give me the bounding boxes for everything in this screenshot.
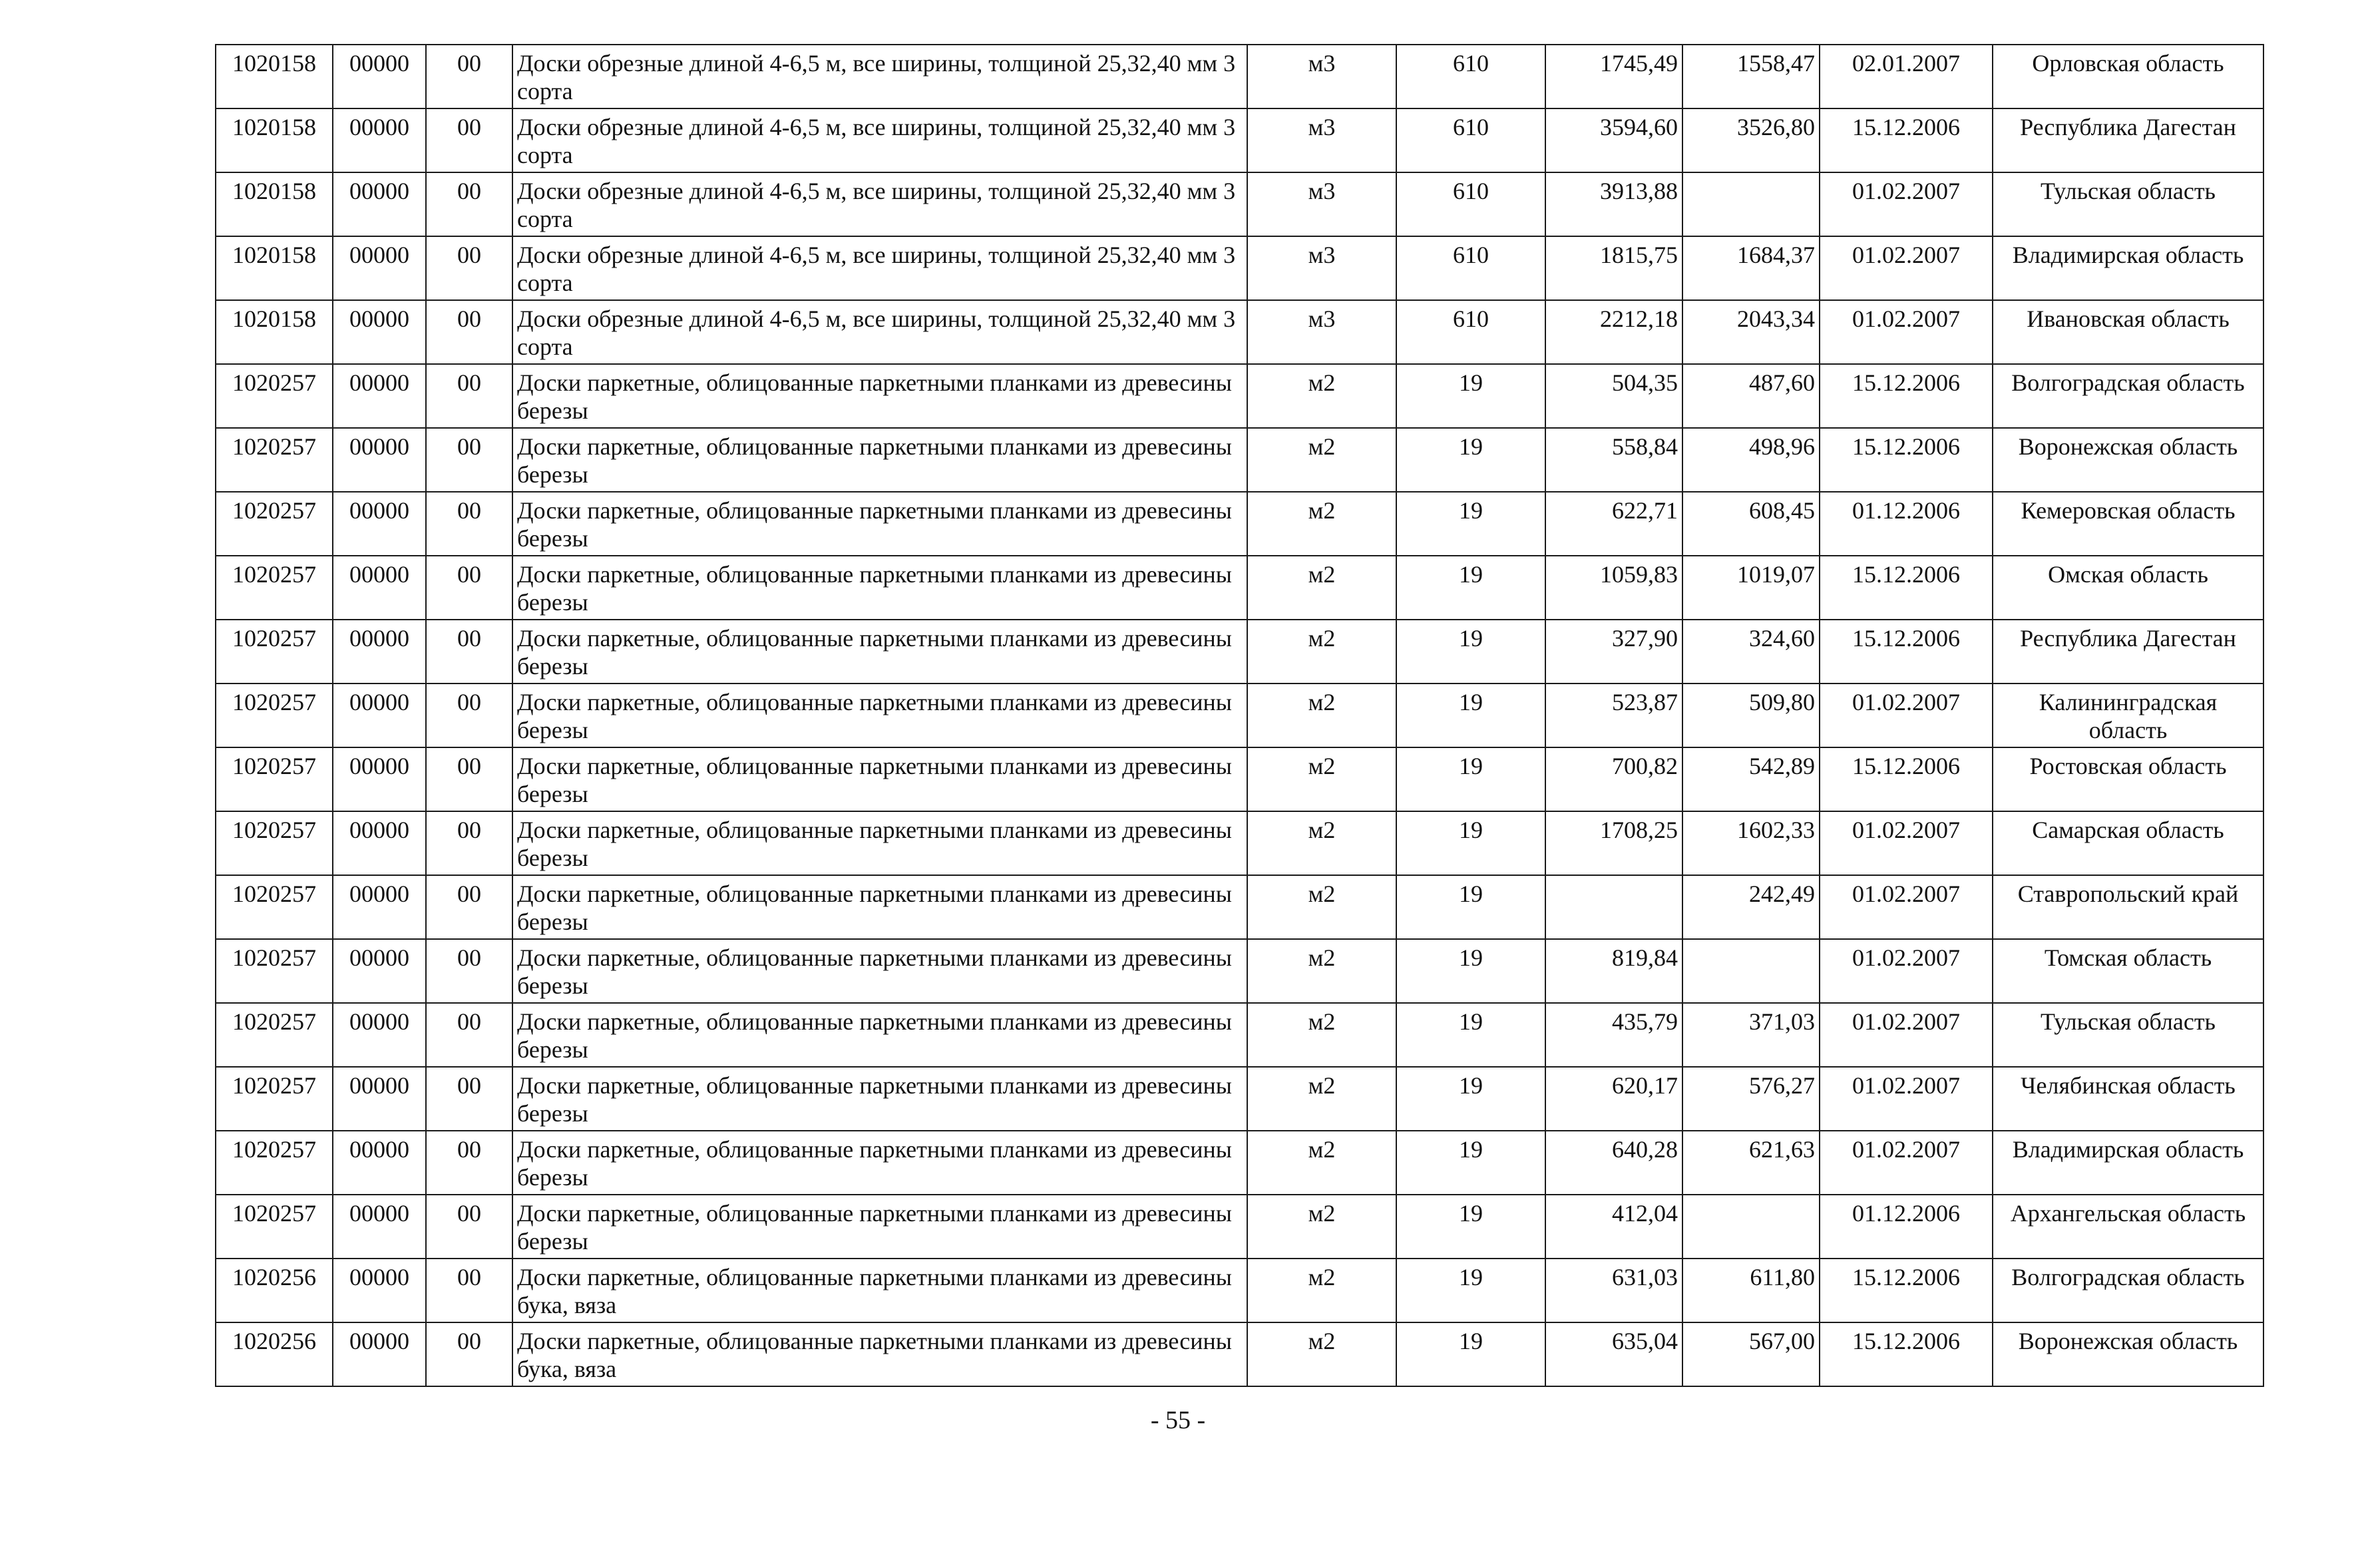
flag-cell: 00: [426, 556, 512, 620]
unit-code-cell: 19: [1396, 1322, 1545, 1386]
region-cell: Архангельская область: [1993, 1195, 2263, 1259]
region-cell: Ивановская область: [1993, 300, 2263, 364]
price-2-cell: 3526,80: [1682, 108, 1820, 172]
price-1-cell: 1745,49: [1545, 45, 1682, 108]
region-cell: Владимирская область: [1993, 1131, 2263, 1195]
product-code-cell: 1020257: [216, 556, 333, 620]
page-number: - 55 -: [1150, 1406, 1206, 1434]
date-cell: 15.12.2006: [1820, 620, 1993, 684]
price-1-cell: 327,90: [1545, 620, 1682, 684]
product-name-cell: Доски обрезные длиной 4-6,5 м, все ширины, толщиной 25,32,40 мм 3 сорта: [512, 45, 1247, 108]
product-name-cell: Доски паркетные, облицованные паркетными планками из древесины березы: [512, 492, 1247, 556]
price-2-cell: 576,27: [1682, 1067, 1820, 1131]
price-1-cell: 523,87: [1545, 684, 1682, 747]
unit-cell: м3: [1247, 108, 1396, 172]
flag-cell: 00: [426, 236, 512, 300]
flag-cell: 00: [426, 1131, 512, 1195]
date-cell: 01.02.2007: [1820, 236, 1993, 300]
unit-cell: м3: [1247, 45, 1396, 108]
subcode-cell: 00000: [333, 428, 426, 492]
price-2-cell: 567,00: [1682, 1322, 1820, 1386]
product-name-cell: Доски обрезные длиной 4-6,5 м, все ширины, толщиной 25,32,40 мм 3 сорта: [512, 108, 1247, 172]
region-cell: Челябинская область: [1993, 1067, 2263, 1131]
subcode-cell: 00000: [333, 45, 426, 108]
flag-cell: 00: [426, 939, 512, 1003]
table-row: [216, 300, 2263, 364]
region-cell: Тульская область: [1993, 172, 2263, 236]
unit-cell: м2: [1247, 1195, 1396, 1259]
unit-code-cell: 610: [1396, 236, 1545, 300]
product-name-cell: Доски паркетные, облицованные паркетными планками из древесины березы: [512, 364, 1247, 428]
table-row: [216, 428, 2263, 492]
unit-code-cell: 610: [1396, 172, 1545, 236]
price-1-cell: 635,04: [1545, 1322, 1682, 1386]
product-code-cell: 1020257: [216, 1131, 333, 1195]
product-code-cell: 1020158: [216, 236, 333, 300]
table-row: [216, 1259, 2263, 1322]
unit-cell: м3: [1247, 300, 1396, 364]
unit-cell: м3: [1247, 172, 1396, 236]
region-cell: Республика Дагестан: [1993, 620, 2263, 684]
subcode-cell: 00000: [333, 1131, 426, 1195]
product-code-cell: 1020257: [216, 1195, 333, 1259]
product-code-cell: 1020158: [216, 108, 333, 172]
unit-code-cell: 19: [1396, 1259, 1545, 1322]
price-2-cell: 2043,34: [1682, 300, 1820, 364]
region-cell: Томская область: [1993, 939, 2263, 1003]
subcode-cell: 00000: [333, 684, 426, 747]
region-cell: Тульская область: [1993, 1003, 2263, 1067]
unit-code-cell: 19: [1396, 364, 1545, 428]
product-name-cell: Доски паркетные, облицованные паркетными планками из древесины березы: [512, 1195, 1247, 1259]
unit-cell: м2: [1247, 747, 1396, 811]
product-code-cell: 1020257: [216, 492, 333, 556]
table-row: [216, 1322, 2263, 1386]
subcode-cell: 00000: [333, 939, 426, 1003]
subcode-cell: 00000: [333, 1003, 426, 1067]
date-cell: 15.12.2006: [1820, 108, 1993, 172]
unit-code-cell: 19: [1396, 1067, 1545, 1131]
unit-code-cell: 19: [1396, 620, 1545, 684]
region-cell: Волгоградская область: [1993, 364, 2263, 428]
flag-cell: 00: [426, 1003, 512, 1067]
price-2-cell: 1602,33: [1682, 811, 1820, 875]
price-1-cell: 3913,88: [1545, 172, 1682, 236]
date-cell: 02.01.2007: [1820, 45, 1993, 108]
subcode-cell: 00000: [333, 1067, 426, 1131]
product-code-cell: 1020257: [216, 747, 333, 811]
price-2-cell: 1684,37: [1682, 236, 1820, 300]
region-cell: Владимирская область: [1993, 236, 2263, 300]
flag-cell: 00: [426, 620, 512, 684]
product-name-cell: Доски паркетные, облицованные паркетными планками из древесины березы: [512, 428, 1247, 492]
flag-cell: 00: [426, 747, 512, 811]
unit-code-cell: 19: [1396, 939, 1545, 1003]
price-1-cell: 504,35: [1545, 364, 1682, 428]
price-2-cell: 371,03: [1682, 1003, 1820, 1067]
product-code-cell: 1020256: [216, 1259, 333, 1322]
unit-cell: м2: [1247, 1131, 1396, 1195]
subcode-cell: 00000: [333, 747, 426, 811]
price-1-cell: 631,03: [1545, 1259, 1682, 1322]
price-2-cell: 621,63: [1682, 1131, 1820, 1195]
price-2-cell: [1682, 172, 1820, 236]
flag-cell: 00: [426, 45, 512, 108]
flag-cell: 00: [426, 684, 512, 747]
table-row: [216, 620, 2263, 684]
price-2-cell: 509,80: [1682, 684, 1820, 747]
subcode-cell: 00000: [333, 556, 426, 620]
product-code-cell: 1020257: [216, 811, 333, 875]
flag-cell: 00: [426, 108, 512, 172]
price-1-cell: 3594,60: [1545, 108, 1682, 172]
unit-cell: м2: [1247, 1322, 1396, 1386]
price-1-cell: 700,82: [1545, 747, 1682, 811]
unit-code-cell: 610: [1396, 108, 1545, 172]
date-cell: 01.02.2007: [1820, 684, 1993, 747]
date-cell: 01.02.2007: [1820, 300, 1993, 364]
flag-cell: 00: [426, 1322, 512, 1386]
price-1-cell: 1815,75: [1545, 236, 1682, 300]
flag-cell: 00: [426, 300, 512, 364]
unit-code-cell: 19: [1396, 556, 1545, 620]
subcode-cell: 00000: [333, 620, 426, 684]
product-name-cell: Доски паркетные, облицованные паркетными планками из древесины березы: [512, 1131, 1247, 1195]
product-name-cell: Доски паркетные, облицованные паркетными планками из древесины березы: [512, 747, 1247, 811]
price-2-cell: 542,89: [1682, 747, 1820, 811]
subcode-cell: 00000: [333, 1195, 426, 1259]
table-row: [216, 108, 2263, 172]
price-1-cell: 622,71: [1545, 492, 1682, 556]
date-cell: 01.12.2006: [1820, 492, 1993, 556]
table-row: [216, 236, 2263, 300]
product-code-cell: 1020256: [216, 1322, 333, 1386]
price-2-cell: 498,96: [1682, 428, 1820, 492]
date-cell: 01.02.2007: [1820, 172, 1993, 236]
region-cell: Калининградская область: [1993, 684, 2263, 747]
subcode-cell: 00000: [333, 875, 426, 939]
product-name-cell: Доски паркетные, облицованные паркетными планками из древесины бука, вяза: [512, 1259, 1247, 1322]
price-1-cell: 558,84: [1545, 428, 1682, 492]
product-code-cell: 1020257: [216, 939, 333, 1003]
price-2-cell: 611,80: [1682, 1259, 1820, 1322]
product-name-cell: Доски паркетные, облицованные паркетными планками из древесины бука, вяза: [512, 1322, 1247, 1386]
subcode-cell: 00000: [333, 1259, 426, 1322]
unit-code-cell: 19: [1396, 747, 1545, 811]
region-cell: Ростовская область: [1993, 747, 2263, 811]
region-cell: Республика Дагестан: [1993, 108, 2263, 172]
table-row: [216, 747, 2263, 811]
flag-cell: 00: [426, 811, 512, 875]
product-code-cell: 1020257: [216, 1067, 333, 1131]
price-2-cell: 1019,07: [1682, 556, 1820, 620]
unit-cell: м2: [1247, 1003, 1396, 1067]
region-cell: Омская область: [1993, 556, 2263, 620]
unit-cell: м2: [1247, 492, 1396, 556]
table-row: [216, 1067, 2263, 1131]
product-code-cell: 1020257: [216, 1003, 333, 1067]
price-table: [215, 44, 2264, 1387]
unit-code-cell: 19: [1396, 811, 1545, 875]
product-code-cell: 1020158: [216, 172, 333, 236]
unit-cell: м2: [1247, 620, 1396, 684]
price-1-cell: 640,28: [1545, 1131, 1682, 1195]
product-name-cell: Доски паркетные, облицованные паркетными планками из древесины березы: [512, 684, 1247, 747]
subcode-cell: 00000: [333, 108, 426, 172]
region-cell: Ставропольский край: [1993, 875, 2263, 939]
unit-code-cell: 19: [1396, 1195, 1545, 1259]
table-row: [216, 492, 2263, 556]
price-2-cell: [1682, 1195, 1820, 1259]
table-row: [216, 939, 2263, 1003]
unit-cell: м2: [1247, 684, 1396, 747]
region-cell: Воронежская область: [1993, 428, 2263, 492]
product-name-cell: Доски паркетные, облицованные паркетными планками из древесины березы: [512, 1067, 1247, 1131]
unit-cell: м2: [1247, 939, 1396, 1003]
product-name-cell: Доски паркетные, облицованные паркетными планками из древесины березы: [512, 620, 1247, 684]
unit-cell: м2: [1247, 875, 1396, 939]
unit-cell: м2: [1247, 364, 1396, 428]
date-cell: 01.02.2007: [1820, 1003, 1993, 1067]
unit-code-cell: 610: [1396, 300, 1545, 364]
product-code-cell: 1020257: [216, 364, 333, 428]
product-name-cell: Доски паркетные, облицованные паркетными планками из древесины березы: [512, 811, 1247, 875]
date-cell: 15.12.2006: [1820, 747, 1993, 811]
table-row: [216, 1131, 2263, 1195]
table-row: [216, 1195, 2263, 1259]
date-cell: 01.02.2007: [1820, 1067, 1993, 1131]
subcode-cell: 00000: [333, 1322, 426, 1386]
subcode-cell: 00000: [333, 300, 426, 364]
flag-cell: 00: [426, 172, 512, 236]
subcode-cell: 00000: [333, 492, 426, 556]
subcode-cell: 00000: [333, 236, 426, 300]
date-cell: 01.02.2007: [1820, 811, 1993, 875]
product-name-cell: Доски обрезные длиной 4-6,5 м, все ширины, толщиной 25,32,40 мм 3 сорта: [512, 172, 1247, 236]
date-cell: 01.02.2007: [1820, 1131, 1993, 1195]
unit-code-cell: 19: [1396, 1003, 1545, 1067]
price-1-cell: 1708,25: [1545, 811, 1682, 875]
price-2-cell: 324,60: [1682, 620, 1820, 684]
price-1-cell: 1059,83: [1545, 556, 1682, 620]
unit-code-cell: 19: [1396, 428, 1545, 492]
unit-cell: м2: [1247, 811, 1396, 875]
table-row: [216, 1003, 2263, 1067]
region-cell: Самарская область: [1993, 811, 2263, 875]
table-row: [216, 45, 2263, 108]
flag-cell: 00: [426, 1195, 512, 1259]
subcode-cell: 00000: [333, 811, 426, 875]
price-1-cell: 2212,18: [1545, 300, 1682, 364]
table-row: [216, 172, 2263, 236]
unit-code-cell: 19: [1396, 875, 1545, 939]
flag-cell: 00: [426, 364, 512, 428]
product-name-cell: Доски паркетные, облицованные паркетными планками из древесины березы: [512, 875, 1247, 939]
product-name-cell: Доски паркетные, облицованные паркетными планками из древесины березы: [512, 1003, 1247, 1067]
unit-code-cell: 19: [1396, 684, 1545, 747]
product-code-cell: 1020257: [216, 428, 333, 492]
table-row: [216, 811, 2263, 875]
flag-cell: 00: [426, 1067, 512, 1131]
table-row: [216, 684, 2263, 747]
subcode-cell: 00000: [333, 364, 426, 428]
product-name-cell: Доски паркетные, облицованные паркетными планками из древесины березы: [512, 939, 1247, 1003]
unit-code-cell: 19: [1396, 1131, 1545, 1195]
date-cell: 15.12.2006: [1820, 428, 1993, 492]
product-name-cell: Доски обрезные длиной 4-6,5 м, все ширины, толщиной 25,32,40 мм 3 сорта: [512, 300, 1247, 364]
subcode-cell: 00000: [333, 172, 426, 236]
table-row: [216, 875, 2263, 939]
flag-cell: 00: [426, 492, 512, 556]
product-name-cell: Доски обрезные длиной 4-6,5 м, все ширины, толщиной 25,32,40 мм 3 сорта: [512, 236, 1247, 300]
product-code-cell: 1020158: [216, 45, 333, 108]
product-code-cell: 1020158: [216, 300, 333, 364]
region-cell: Воронежская область: [1993, 1322, 2263, 1386]
product-code-cell: 1020257: [216, 875, 333, 939]
flag-cell: 00: [426, 1259, 512, 1322]
price-1-cell: 412,04: [1545, 1195, 1682, 1259]
region-cell: Кемеровская область: [1993, 492, 2263, 556]
region-cell: Волгоградская область: [1993, 1259, 2263, 1322]
table-row: [216, 556, 2263, 620]
date-cell: 01.12.2006: [1820, 1195, 1993, 1259]
date-cell: 15.12.2006: [1820, 1322, 1993, 1386]
price-2-cell: 487,60: [1682, 364, 1820, 428]
price-2-cell: 242,49: [1682, 875, 1820, 939]
price-1-cell: 620,17: [1545, 1067, 1682, 1131]
unit-cell: м2: [1247, 428, 1396, 492]
product-code-cell: 1020257: [216, 684, 333, 747]
table-row: [216, 364, 2263, 428]
flag-cell: 00: [426, 428, 512, 492]
date-cell: 15.12.2006: [1820, 364, 1993, 428]
product-name-cell: Доски паркетные, облицованные паркетными планками из древесины березы: [512, 556, 1247, 620]
price-2-cell: [1682, 939, 1820, 1003]
price-1-cell: [1545, 875, 1682, 939]
unit-cell: м2: [1247, 1259, 1396, 1322]
price-2-cell: 608,45: [1682, 492, 1820, 556]
date-cell: 01.02.2007: [1820, 875, 1993, 939]
table-body: [216, 45, 2263, 1386]
price-1-cell: 819,84: [1545, 939, 1682, 1003]
product-code-cell: 1020257: [216, 620, 333, 684]
unit-cell: м2: [1247, 1067, 1396, 1131]
date-cell: 15.12.2006: [1820, 1259, 1993, 1322]
unit-code-cell: 610: [1396, 45, 1545, 108]
unit-code-cell: 19: [1396, 492, 1545, 556]
region-cell: Орловская область: [1993, 45, 2263, 108]
unit-cell: м3: [1247, 236, 1396, 300]
date-cell: 15.12.2006: [1820, 556, 1993, 620]
price-2-cell: 1558,47: [1682, 45, 1820, 108]
date-cell: 01.02.2007: [1820, 939, 1993, 1003]
flag-cell: 00: [426, 875, 512, 939]
price-1-cell: 435,79: [1545, 1003, 1682, 1067]
unit-cell: м2: [1247, 556, 1396, 620]
